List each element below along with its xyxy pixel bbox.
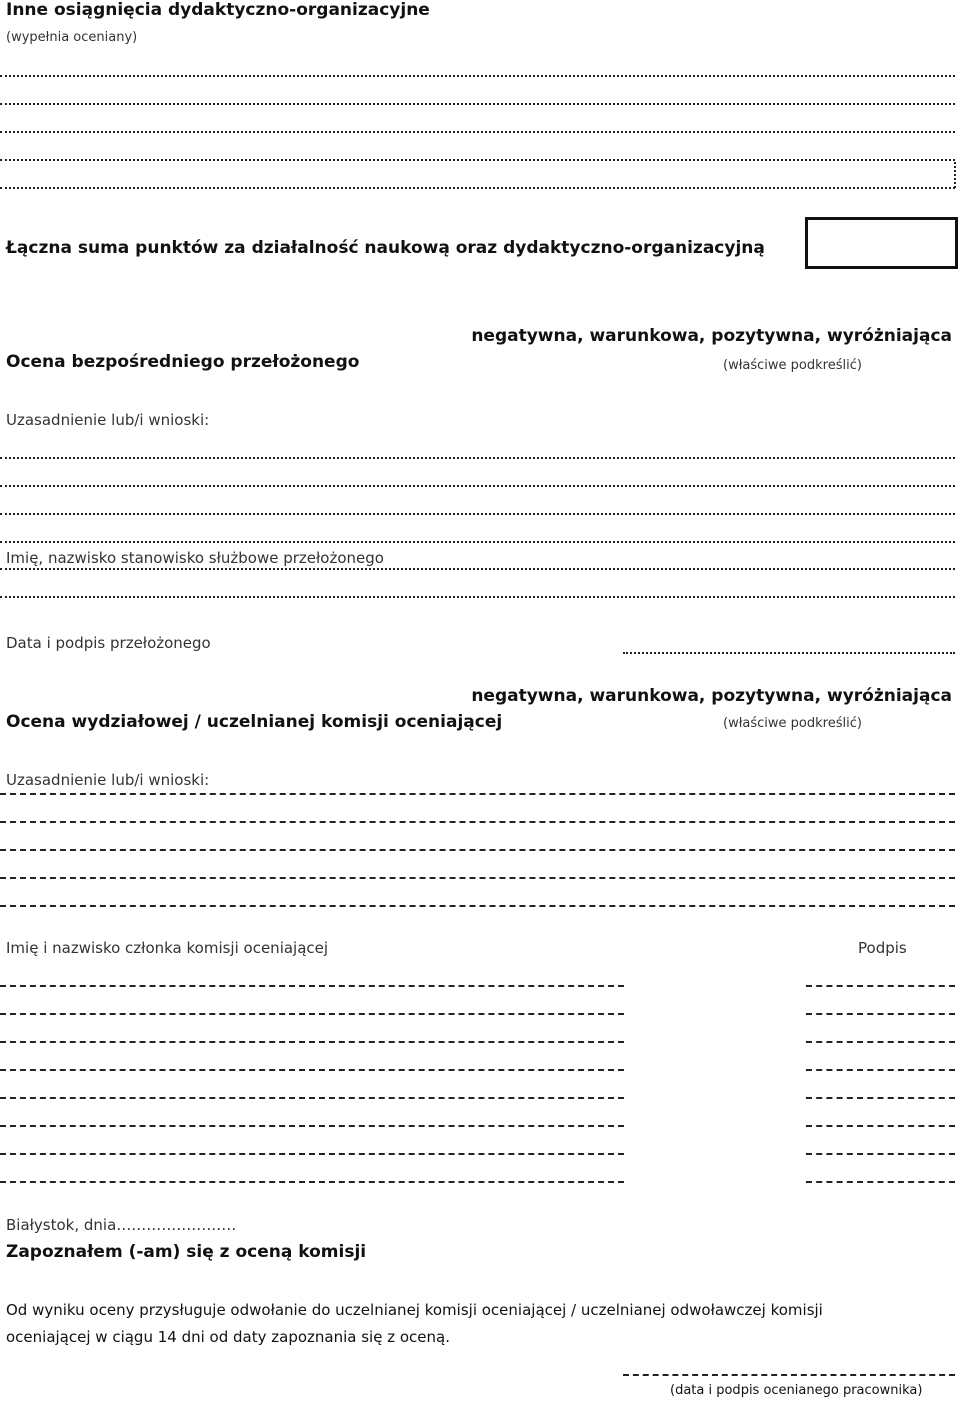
underline-instruction: (właściwe podkreślić) [723, 716, 862, 731]
fill-line[interactable] [0, 793, 955, 795]
place-date: Białystok, dnia…………………… [6, 1216, 237, 1234]
member-name-line[interactable] [0, 1181, 624, 1183]
signature-label: Podpis [858, 939, 907, 957]
member-signature-line[interactable] [806, 1125, 955, 1127]
employee-signature-caption: (data i podpis ocenianego pracownika) [670, 1383, 923, 1398]
fill-line[interactable] [0, 596, 955, 598]
member-signature-line[interactable] [806, 985, 955, 987]
member-signature-line[interactable] [806, 1153, 955, 1155]
fill-line[interactable] [0, 187, 955, 189]
supervisor-name-label: Imię, nazwisko stanowisko służbowe przełożonego [6, 549, 384, 567]
fill-line[interactable] [0, 457, 955, 459]
fill-line[interactable] [0, 541, 955, 543]
member-signature-line[interactable] [806, 1013, 955, 1015]
supervisor-date-sign-label: Data i podpis przełożonego [6, 634, 211, 652]
committee-member-label: Imię i nazwisko członka komisji oceniającej [6, 939, 329, 957]
fill-line[interactable] [0, 568, 955, 570]
fill-line[interactable] [0, 103, 955, 105]
justification-label: Uzasadnienie lub/i wnioski: [6, 771, 210, 789]
fill-line[interactable] [0, 513, 955, 515]
member-name-line[interactable] [0, 1013, 624, 1015]
total-points-box[interactable] [805, 217, 958, 269]
member-signature-line[interactable] [806, 1097, 955, 1099]
member-signature-line[interactable] [806, 1041, 955, 1043]
member-name-line[interactable] [0, 985, 624, 987]
appeal-note-line2: oceniającej w ciągu 14 dni od daty zapoznania się z oceną. [6, 1328, 450, 1346]
fill-line[interactable] [0, 75, 955, 77]
supervisor-rating-options[interactable]: negatywna, warunkowa, pozytywna, wyróżniająca [471, 326, 952, 346]
acknowledgement-heading: Zapoznałem (-am) się z oceną komisji [6, 1242, 367, 1262]
filled-by-note: (wypełnia oceniany) [6, 30, 138, 45]
supervisor-evaluation-label: Ocena bezpośredniego przełożonego [6, 352, 360, 372]
employee-signature-line[interactable] [623, 1374, 955, 1376]
fill-line[interactable] [0, 821, 955, 823]
member-signature-line[interactable] [806, 1069, 955, 1071]
fill-line[interactable] [0, 877, 955, 879]
member-name-line[interactable] [0, 1097, 624, 1099]
member-name-line[interactable] [0, 1153, 624, 1155]
fill-line[interactable] [0, 159, 955, 161]
justification-label: Uzasadnienie lub/i wnioski: [6, 411, 210, 429]
supervisor-signature-line[interactable] [623, 652, 955, 654]
member-signature-line[interactable] [806, 1181, 955, 1183]
fill-line[interactable] [0, 485, 955, 487]
section-title-other-achievements: Inne osiągnięcia dydaktyczno-organizacyjne [6, 0, 430, 20]
underline-instruction: (właściwe podkreślić) [723, 358, 862, 373]
committee-evaluation-label: Ocena wydziałowej / uczelnianej komisji oceniającej [6, 712, 503, 732]
member-name-line[interactable] [0, 1041, 624, 1043]
right-border-mark [954, 162, 956, 188]
member-name-line[interactable] [0, 1069, 624, 1071]
fill-line[interactable] [0, 849, 955, 851]
fill-line[interactable] [0, 905, 955, 907]
member-name-line[interactable] [0, 1125, 624, 1127]
fill-line[interactable] [0, 131, 955, 133]
committee-rating-options[interactable]: negatywna, warunkowa, pozytywna, wyróżniająca [471, 686, 952, 706]
appeal-note-line1: Od wyniku oceny przysługuje odwołanie do uczelnianej komisji oceniającej / uczelnianej odwoławczej komisji [6, 1301, 823, 1319]
total-points-label: Łączna suma punktów za działalność naukową oraz dydaktyczno-organizacyjną [6, 238, 765, 258]
